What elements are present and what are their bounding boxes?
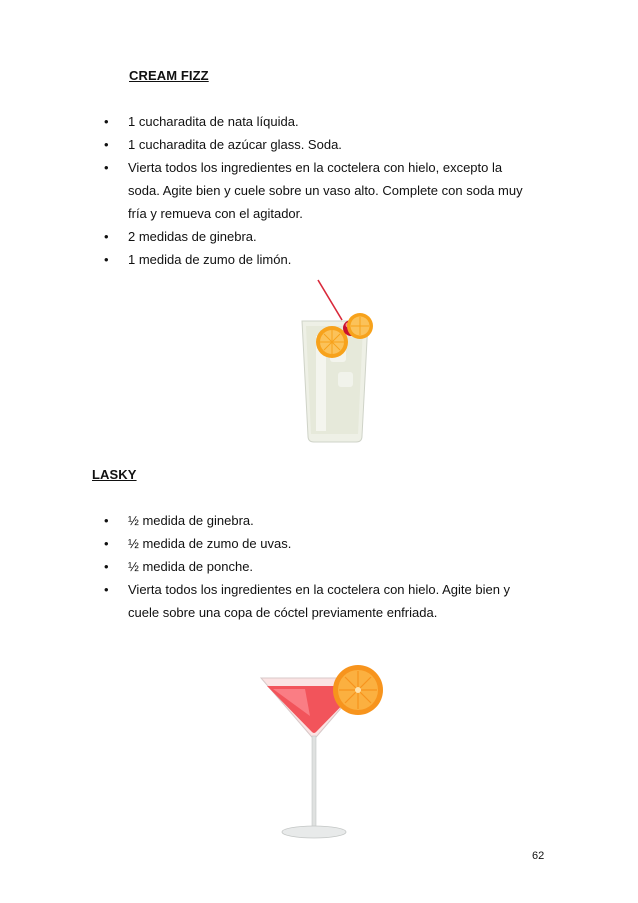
ice-cube (338, 372, 353, 387)
highball-glass-image (296, 276, 386, 446)
list-item-text: 1 cucharadita de nata líquida. (128, 114, 299, 129)
list-item (92, 578, 532, 624)
cocktail-glass-image (255, 656, 390, 842)
straw (318, 280, 342, 320)
ingredient-list-lasky (92, 509, 532, 624)
bullet-icon: • (104, 114, 109, 129)
list-item (92, 225, 532, 248)
ingredient-list-cream-fizz (92, 110, 532, 271)
bullet-icon: • (104, 137, 109, 152)
bullet-icon: • (104, 582, 109, 597)
glass-stem (312, 736, 316, 828)
list-item (92, 555, 532, 578)
bullet-icon: • (104, 252, 109, 267)
bullet-icon: • (104, 160, 109, 175)
list-item-text: 1 medida de zumo de limón. (128, 252, 292, 267)
bullet-icon: • (104, 513, 109, 528)
list-item (92, 110, 532, 133)
bullet-icon: • (104, 559, 109, 574)
list-item-text: ½ medida de ponche. (128, 559, 254, 574)
list-item (92, 532, 532, 555)
page-number: 62 (532, 850, 545, 862)
list-item-text: ½ medida de zumo de uvas. (128, 536, 292, 551)
bullet-icon: • (104, 229, 109, 244)
list-item (92, 133, 532, 156)
list-item-text: Vierta todos los ingredientes en la coctelera con hielo, excepto la soda. Agite bien y cuele sobre un vaso alto. Complete con soda muy fría y remueva con el agitador. (128, 160, 523, 221)
bullet-icon: • (104, 536, 109, 551)
list-item (92, 509, 532, 532)
list-item-text: 2 medidas de ginebra. (128, 229, 257, 244)
list-item-text: ½ medida de ginebra. (128, 513, 254, 528)
recipe-title-cream-fizz: CREAM FIZZ (129, 68, 209, 83)
list-item-text: 1 cucharadita de azúcar glass. Soda. (128, 137, 342, 152)
list-item (92, 248, 532, 271)
glass-base (282, 826, 346, 838)
list-item (92, 156, 532, 225)
recipe-title-lasky: LASKY (92, 467, 137, 482)
list-item-text: Vierta todos los ingredientes en la coctelera con hielo. Agite bien y cuele sobre una copa de cóctel previamente enfriada. (128, 582, 511, 620)
